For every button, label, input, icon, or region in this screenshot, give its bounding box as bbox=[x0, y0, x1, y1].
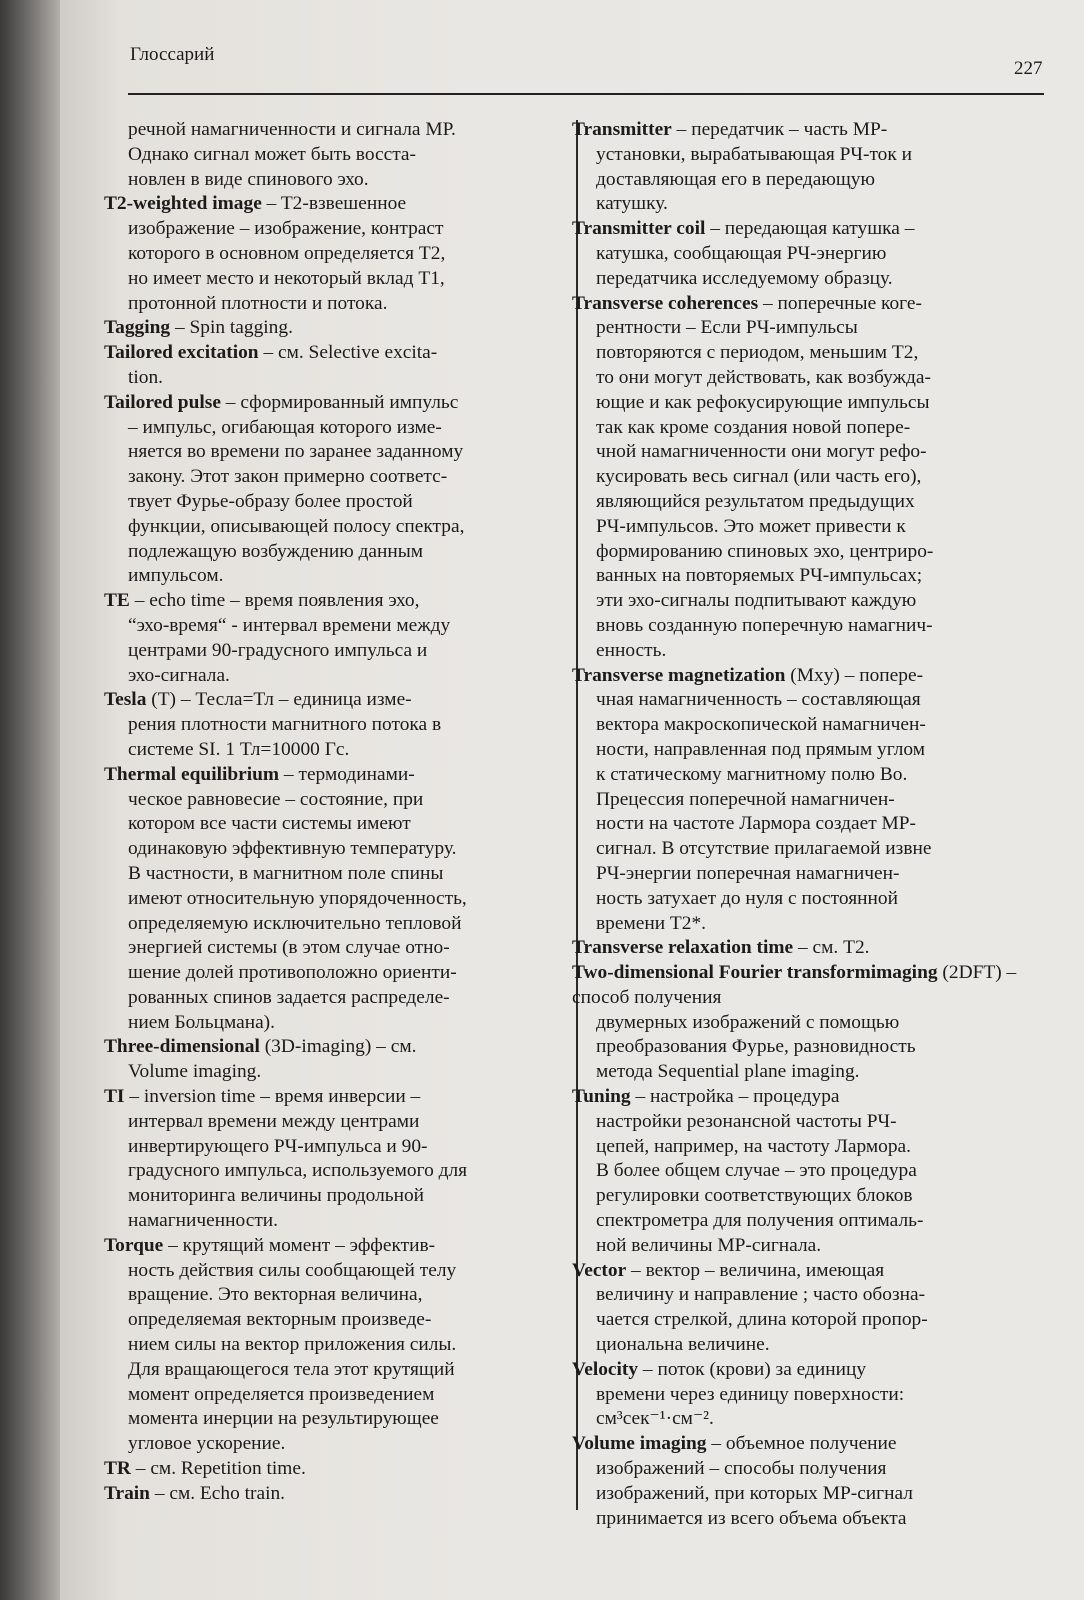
entry-text: передатчика исследуемому образцу. bbox=[596, 267, 893, 289]
entry-text: угловое ускорение. bbox=[128, 1433, 286, 1455]
entry-text: определяемая векторным произведе- bbox=[128, 1309, 432, 1331]
entry-line bbox=[572, 242, 1052, 267]
entry-text: ность действия силы сообщающей телу bbox=[128, 1259, 457, 1281]
entry-text: инвертирующего РЧ-импульса и 90- bbox=[128, 1135, 428, 1157]
entry-line bbox=[104, 1383, 574, 1408]
entry-text: ность затухает до нуля с постоянной bbox=[596, 887, 898, 909]
glossary-entry bbox=[572, 936, 1052, 961]
entry-line bbox=[572, 217, 1052, 242]
entry-term: Thermal equilibrium bbox=[104, 763, 280, 785]
entry-text: енность. bbox=[596, 639, 667, 661]
entry-text: няется во времени по заранее заданному bbox=[128, 441, 464, 463]
entry-text: новлен в виде спинового эхо. bbox=[128, 168, 369, 190]
entry-line bbox=[104, 366, 574, 391]
entry-text: – echo time – время появления эхо, bbox=[129, 590, 420, 612]
glossary-entry bbox=[572, 1358, 1052, 1432]
entry-text: намагниченности. bbox=[128, 1210, 279, 1232]
entry-line bbox=[104, 540, 574, 565]
entry-text: речной намагниченности и сигнала МР. bbox=[128, 119, 456, 140]
entry-text: – см. Selective excita- bbox=[258, 342, 438, 364]
entry-line bbox=[104, 1358, 574, 1383]
entry-text: катушку. bbox=[596, 193, 668, 215]
entry-line bbox=[104, 664, 574, 689]
glossary-entry bbox=[104, 192, 574, 316]
glossary-entry bbox=[572, 1432, 1052, 1531]
entry-term: Tagging bbox=[104, 317, 171, 339]
glossary-entry bbox=[572, 1085, 1052, 1259]
entry-line bbox=[104, 1432, 574, 1457]
entry-line bbox=[572, 1234, 1052, 1259]
entry-text: – сформированный импульс bbox=[220, 391, 459, 413]
entry-text: циональна величине. bbox=[596, 1334, 770, 1356]
entry-line bbox=[104, 1283, 574, 1308]
entry-term: Tuning bbox=[572, 1086, 631, 1108]
entry-text: – передающая катушка – bbox=[705, 218, 915, 240]
entry-line bbox=[104, 316, 574, 341]
entry-text: tion. bbox=[128, 366, 164, 388]
entry-line bbox=[572, 1259, 1052, 1284]
entry-line bbox=[572, 465, 1052, 490]
entry-text: определяемую исключительно тепловой bbox=[128, 912, 462, 934]
entry-line bbox=[572, 1407, 1052, 1432]
entry-term: Transmitter bbox=[572, 119, 672, 140]
entry-text: ной величины МР-сигнала. bbox=[596, 1234, 822, 1256]
entry-line bbox=[572, 366, 1052, 391]
entry-line bbox=[572, 168, 1052, 193]
entry-text: РЧ-энергии поперечная намагничен- bbox=[596, 862, 900, 884]
entry-line bbox=[572, 1159, 1052, 1184]
glossary-entry bbox=[104, 589, 574, 688]
entry-text: – см. T2. bbox=[793, 937, 870, 959]
entry-text: нием силы на вектор приложения силы. bbox=[128, 1334, 457, 1356]
entry-line bbox=[572, 1085, 1052, 1110]
entry-line bbox=[104, 242, 574, 267]
entry-line bbox=[104, 589, 574, 614]
entry-text: (Т) – Тесла=Тл – единица изме- bbox=[146, 689, 412, 711]
entry-text: ванных на повторяемых РЧ-импульсах; bbox=[596, 565, 923, 587]
entry-term: Transverse magnetization bbox=[572, 664, 786, 686]
entry-line bbox=[572, 391, 1052, 416]
right-column bbox=[572, 118, 1052, 1531]
entry-text: чная намагниченность – составляющая bbox=[596, 689, 921, 711]
entry-line bbox=[572, 316, 1052, 341]
glossary-entry bbox=[572, 1259, 1052, 1358]
entry-line bbox=[104, 416, 574, 441]
entry-text: – см. Repetition time. bbox=[130, 1458, 306, 1480]
entry-line bbox=[104, 391, 574, 416]
entry-line bbox=[104, 763, 574, 788]
entry-text: – крутящий момент – эффектив- bbox=[163, 1234, 436, 1256]
entry-line bbox=[572, 1209, 1052, 1234]
entry-line bbox=[572, 192, 1052, 217]
entry-text: чной намагниченности они могут рефо- bbox=[596, 441, 927, 463]
entry-line bbox=[572, 416, 1052, 441]
glossary-entry bbox=[104, 316, 574, 341]
glossary-entry bbox=[104, 1085, 574, 1234]
entry-text: системе SI. 1 Тл=10000 Гс. bbox=[128, 738, 350, 760]
entry-text: котором все части системы имеют bbox=[128, 813, 411, 835]
entry-term: T2-weighted image bbox=[104, 193, 262, 215]
entry-text: так как кроме создания новой попере- bbox=[596, 416, 911, 438]
entry-text: шение долей противоположно ориенти- bbox=[128, 962, 457, 984]
entry-text: – передатчик – часть МР- bbox=[671, 119, 888, 140]
entry-line bbox=[104, 440, 574, 465]
entry-line bbox=[572, 713, 1052, 738]
entry-line bbox=[104, 1011, 574, 1036]
entry-line bbox=[572, 912, 1052, 937]
entry-line bbox=[572, 1457, 1052, 1482]
glossary-entry bbox=[104, 391, 574, 589]
entry-text: градусного импульса, используемого для bbox=[128, 1160, 468, 1182]
entry-text: твует Фурье-образу более простой bbox=[128, 490, 413, 512]
entry-line bbox=[572, 738, 1052, 763]
glossary-entry bbox=[572, 292, 1052, 664]
entry-text: Однако сигнал может быть восста- bbox=[128, 143, 416, 165]
entry-line bbox=[572, 589, 1052, 614]
entry-term: Transverse relaxation time bbox=[572, 937, 794, 959]
entry-text: РЧ-импульсов. Это может привести к bbox=[596, 515, 906, 537]
header-rule bbox=[128, 93, 1044, 95]
entry-term: TR bbox=[104, 1458, 131, 1480]
entry-text: то они могут действовать, как возбужда- bbox=[596, 366, 931, 388]
entry-text: двумерных изображений с помощью bbox=[596, 1011, 900, 1033]
entry-line bbox=[104, 490, 574, 515]
entry-text: ющие и как рефокусирующие импульсы bbox=[596, 391, 930, 413]
entry-line bbox=[104, 217, 574, 242]
entry-line bbox=[104, 1085, 574, 1110]
entry-line bbox=[572, 1035, 1052, 1060]
entry-text: преобразования Фурье, разновидность bbox=[596, 1036, 916, 1058]
entry-term: Transmitter coil bbox=[572, 218, 706, 240]
entry-text: катушка, сообщающая РЧ-энергию bbox=[596, 242, 887, 264]
entry-text: доставляющая его в передающую bbox=[596, 168, 875, 190]
entry-term: TE bbox=[104, 590, 130, 612]
entry-text: вектора макроскопической намагничен- bbox=[596, 714, 926, 736]
entry-text: изображение – изображение, контраст bbox=[128, 218, 444, 240]
entry-line bbox=[572, 118, 1052, 143]
entry-text: ности, направленная под прямым углом bbox=[596, 738, 925, 760]
entry-term: Train bbox=[104, 1482, 150, 1504]
entry-line bbox=[572, 639, 1052, 664]
page-number: 227 bbox=[1014, 58, 1043, 79]
entry-text: нием Больцмана). bbox=[128, 1011, 275, 1033]
entry-line bbox=[104, 936, 574, 961]
entry-text: – поперечные коге- bbox=[758, 292, 922, 314]
entry-line bbox=[572, 1011, 1052, 1036]
entry-line bbox=[104, 1035, 574, 1060]
entry-text: имеют относительную упорядоченность, bbox=[128, 887, 467, 909]
entry-term: Tailored excitation bbox=[104, 342, 259, 364]
entry-text: рения плотности магнитного потока в bbox=[128, 714, 442, 736]
entry-text: рованных спинов задается распределе- bbox=[128, 986, 450, 1008]
entry-line bbox=[104, 986, 574, 1011]
entry-text: цепей, например, на частоту Лармора. bbox=[596, 1135, 911, 1157]
glossary-entry bbox=[104, 1457, 574, 1482]
entry-term: Volume imaging bbox=[572, 1433, 707, 1455]
entry-text: настройки резонансной частоты РЧ- bbox=[596, 1110, 897, 1132]
entry-line bbox=[104, 1259, 574, 1284]
entry-line bbox=[572, 936, 1052, 961]
entry-text: (3D-imaging) – см. bbox=[259, 1036, 417, 1058]
entry-text: изображений, при которых МР-сигнал bbox=[596, 1482, 913, 1504]
entry-text: регулировки соответствующих блоков bbox=[596, 1185, 913, 1207]
entry-text: – объемное получение bbox=[706, 1433, 897, 1455]
entry-text: мониторинга величины продольной bbox=[128, 1185, 425, 1207]
entry-line bbox=[572, 490, 1052, 515]
entry-text: ности на частоте Лармора создает МР- bbox=[596, 813, 917, 835]
entry-line bbox=[572, 341, 1052, 366]
entry-line bbox=[104, 812, 574, 837]
entry-text: “эхо-время“ - интервал времени между bbox=[128, 614, 451, 636]
entry-line bbox=[572, 788, 1052, 813]
entry-text: см³сек⁻¹·см⁻². bbox=[596, 1408, 714, 1430]
entry-text: повторяются с периодом, меньшим T2, bbox=[596, 342, 919, 364]
entry-text: одинаковую эффективную температуру. bbox=[128, 838, 457, 860]
entry-line bbox=[104, 465, 574, 490]
entry-term: Tailored pulse bbox=[104, 391, 221, 413]
entry-line bbox=[104, 168, 574, 193]
entry-line bbox=[104, 961, 574, 986]
entry-text: В более общем случае – это процедура bbox=[596, 1160, 917, 1182]
entry-text: – настройка – процедура bbox=[630, 1086, 840, 1108]
entry-line bbox=[104, 887, 574, 912]
entry-line bbox=[104, 1159, 574, 1184]
entry-line bbox=[572, 837, 1052, 862]
glossary-entry bbox=[572, 664, 1052, 937]
entry-text: рентности – Если РЧ-импульсы bbox=[596, 317, 858, 339]
entry-line bbox=[572, 1283, 1052, 1308]
entry-line bbox=[572, 688, 1052, 713]
entry-line bbox=[572, 267, 1052, 292]
entry-line bbox=[572, 812, 1052, 837]
entry-text: принимается из всего объема объекта bbox=[596, 1507, 907, 1529]
entry-text: – см. Echo train. bbox=[149, 1482, 286, 1504]
entry-term: Tesla bbox=[104, 689, 147, 711]
left-column bbox=[104, 118, 574, 1507]
entry-text: В частности, в магнитном поле спины bbox=[128, 862, 444, 884]
entry-text: ческое равновесие – состояние, при bbox=[128, 788, 424, 810]
glossary-entry bbox=[104, 1035, 574, 1085]
entry-line bbox=[572, 1383, 1052, 1408]
entry-line bbox=[104, 1482, 574, 1507]
entry-term: TI bbox=[104, 1086, 125, 1108]
entry-text: – Spin tagging. bbox=[170, 317, 293, 339]
glossary-entry bbox=[104, 341, 574, 391]
entry-term: Transverse coherences bbox=[572, 292, 759, 314]
entry-line bbox=[104, 1209, 574, 1234]
entry-term: Two-dimensional Fourier transform bbox=[572, 962, 871, 984]
entry-line bbox=[572, 1358, 1052, 1383]
entry-line bbox=[572, 887, 1052, 912]
glossary-entry bbox=[104, 688, 574, 762]
entry-line bbox=[104, 192, 574, 217]
entry-text: момента инерции на результирующее bbox=[128, 1408, 439, 1430]
entry-line bbox=[572, 292, 1052, 317]
entry-line bbox=[104, 862, 574, 887]
entry-line bbox=[572, 440, 1052, 465]
entry-text: к статическому магнитному полю Bo. bbox=[596, 763, 908, 785]
entry-text: интервал времени между центрами bbox=[128, 1110, 420, 1132]
entry-line bbox=[104, 688, 574, 713]
entry-text: энергией системы (в этом случае отно- bbox=[128, 937, 450, 959]
entry-text: времени T2*. bbox=[596, 912, 707, 934]
entry-line bbox=[104, 118, 574, 143]
entry-text: величину и направление ; часто обозна- bbox=[596, 1284, 926, 1306]
entry-line bbox=[572, 614, 1052, 639]
entry-text: формированию спиновых эхо, центриро- bbox=[596, 540, 934, 562]
entry-line bbox=[104, 1234, 574, 1259]
entry-line bbox=[572, 664, 1052, 689]
entry-text: эхо-сигнала. bbox=[128, 664, 230, 686]
entry-line bbox=[104, 713, 574, 738]
entry-text: – поток (крови) за единицу bbox=[638, 1358, 867, 1380]
entry-text: времени через единицу поверхности: bbox=[596, 1383, 905, 1405]
entry-text: Для вращающегося тела этот крутящий bbox=[128, 1358, 455, 1380]
entry-text: подлежащую возбуждению данным bbox=[128, 540, 424, 562]
entry-line bbox=[104, 639, 574, 664]
glossary-entry bbox=[104, 118, 574, 192]
entry-text: Прецессия поперечной намагничен- bbox=[596, 788, 895, 810]
entry-line bbox=[104, 738, 574, 763]
entry-text: спектрометра для получения оптималь- bbox=[596, 1210, 924, 1232]
entry-text: – T2-взвешенное bbox=[261, 193, 407, 215]
running-header-section: Глоссарий bbox=[130, 44, 215, 65]
entry-term: Vector bbox=[572, 1259, 627, 1281]
entry-text: момент определяется произведением bbox=[128, 1383, 435, 1405]
entry-text: метода Sequential plane imaging. bbox=[596, 1061, 860, 1083]
entry-text: протонной плотности и потока. bbox=[128, 292, 388, 314]
entry-line bbox=[572, 564, 1052, 589]
entry-line bbox=[104, 912, 574, 937]
entry-line bbox=[104, 1308, 574, 1333]
entry-text: импульсом. bbox=[128, 565, 224, 587]
entry-line bbox=[104, 837, 574, 862]
entry-term: Three-dimensional bbox=[104, 1036, 260, 1058]
entry-line bbox=[104, 515, 574, 540]
entry-line bbox=[572, 1482, 1052, 1507]
entry-text: чается стрелкой, длина которой пропор- bbox=[596, 1309, 928, 1331]
entry-text: функции, описывающей полосу спектра, bbox=[128, 515, 465, 537]
glossary-entry bbox=[104, 763, 574, 1036]
entry-line bbox=[572, 1060, 1052, 1085]
entry-line bbox=[572, 1184, 1052, 1209]
entry-line bbox=[104, 1135, 574, 1160]
entry-text: эти эхо-сигналы подпитывают каждую bbox=[596, 590, 917, 612]
entry-text: сигнал. В отсутствие прилагаемой извне bbox=[596, 838, 932, 860]
entry-text: которого в основном определяется T2, bbox=[128, 242, 446, 264]
entry-line bbox=[104, 292, 574, 317]
entry-text: вращение. Это векторная величина, bbox=[128, 1284, 423, 1306]
entry-text: являющийся результатом предыдущих bbox=[596, 490, 915, 512]
entry-line bbox=[104, 1407, 574, 1432]
entry-line bbox=[572, 1110, 1052, 1135]
entry-text: – вектор – величина, имеющая bbox=[626, 1259, 885, 1281]
glossary-entry bbox=[104, 1482, 574, 1507]
entry-line bbox=[572, 1308, 1052, 1333]
glossary-entry bbox=[572, 217, 1052, 291]
entry-text: кусировать весь сигнал (или часть его), bbox=[596, 466, 922, 488]
entry-line bbox=[104, 267, 574, 292]
entry-line bbox=[572, 515, 1052, 540]
entry-term: Torque bbox=[104, 1234, 164, 1256]
entry-line bbox=[572, 763, 1052, 788]
entry-text: – импульс, огибающая которого изме- bbox=[128, 416, 442, 438]
entry-line bbox=[104, 341, 574, 366]
entry-text: (Mxy) – попере- bbox=[785, 664, 924, 686]
entry-line bbox=[572, 540, 1052, 565]
glossary-entry bbox=[572, 961, 1052, 1085]
entry-line bbox=[572, 1432, 1052, 1457]
glossary-entry bbox=[104, 1234, 574, 1457]
entry-line bbox=[104, 614, 574, 639]
glossary-entry bbox=[572, 118, 1052, 217]
entry-text: – термодинами- bbox=[279, 763, 415, 785]
entry-line bbox=[104, 564, 574, 589]
entry-text: установки, вырабатывающая РЧ-ток и bbox=[596, 143, 912, 165]
entry-line bbox=[572, 862, 1052, 887]
entry-line bbox=[104, 1110, 574, 1135]
entry-line: Two-dimensional Fourier transformimaging (2DFT) – способ получения bbox=[572, 962, 1017, 1008]
entry-text: Volume imaging. bbox=[128, 1061, 262, 1083]
entry-text: центрами 90-градусного импульса и bbox=[128, 639, 428, 661]
entry-line bbox=[104, 1457, 574, 1482]
entry-line bbox=[104, 788, 574, 813]
entry-text: изображений – способы получения bbox=[596, 1458, 887, 1480]
entry-line bbox=[104, 1333, 574, 1358]
entry-text: вновь созданную поперечную намагнич- bbox=[596, 614, 933, 636]
entry-line bbox=[104, 1060, 574, 1085]
entry-line bbox=[572, 143, 1052, 168]
entry-text: – inversion time – время инверсии – bbox=[124, 1086, 421, 1108]
entry-text: закону. Этот закон примерно соответс- bbox=[128, 466, 448, 488]
entry-line bbox=[572, 1507, 1052, 1532]
entry-line bbox=[104, 1184, 574, 1209]
entry-line bbox=[572, 1135, 1052, 1160]
entry-line bbox=[572, 1333, 1052, 1358]
entry-text: (2DFT) – способ получения bbox=[572, 962, 1017, 1008]
entry-text: но имеет место и некоторый вклад T1, bbox=[128, 267, 445, 289]
entry-term: Velocity bbox=[572, 1358, 639, 1380]
entry-line bbox=[104, 143, 574, 168]
